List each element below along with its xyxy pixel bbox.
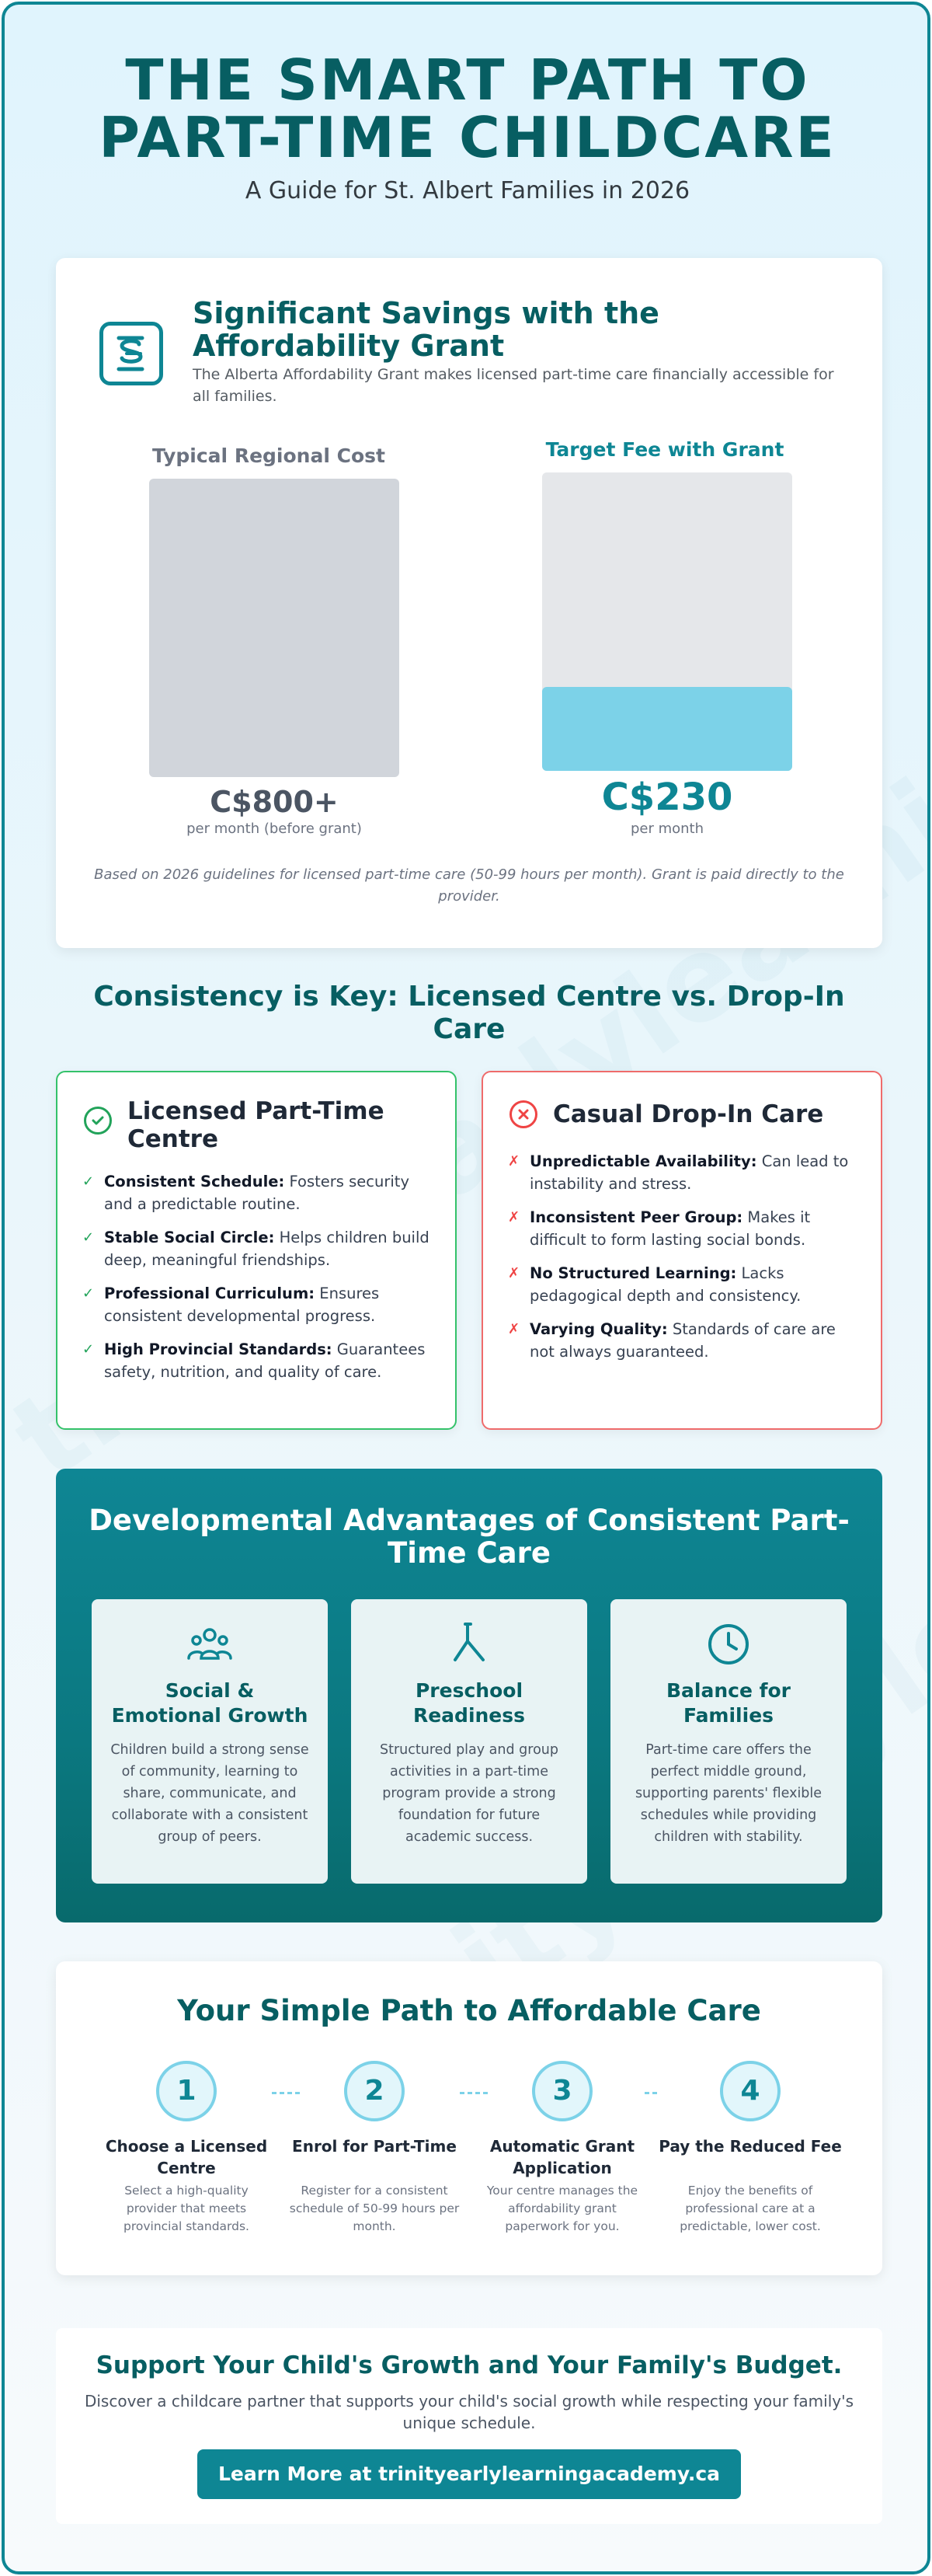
list-item: ✓ Consistent Schedule: Fosters security and a predictable routine.	[82, 1170, 440, 1215]
list-item: ✓ High Provincial Standards: Guarantees safety, nutrition, and quality of care.	[82, 1338, 440, 1383]
call-to-action-section	[56, 2328, 882, 2524]
licensed-centre-card	[56, 1071, 457, 1430]
step-text: Select a high-quality provider that meets provincial standards.	[123, 2184, 249, 2233]
list-item: ✗ Inconsistent Peer Group: Makes it difficult to form lasting social bonds.	[508, 1206, 865, 1251]
step-number: 3	[532, 2061, 593, 2121]
step-number: 2	[344, 2061, 405, 2121]
savings-footnote: Based on 2026 guidelines for licensed part-time care (50-99 hours per month). Grant is paid directly to the provider.	[94, 866, 844, 905]
advantage-heading: Preschool Readiness	[412, 1679, 526, 1727]
savings-description: The Alberta Affordability Grant makes licensed part-time care financially accessible for all families.	[193, 366, 834, 405]
advantage-card-preschool	[351, 1599, 587, 1884]
grant-fee-period: per month	[630, 821, 704, 837]
advantage-card-balance	[610, 1599, 847, 1884]
drop-in-drawbacks-list	[508, 1150, 865, 1374]
check-mark-icon: ✓	[82, 1229, 95, 1246]
step-heading: Pay the Reduced Fee	[659, 2137, 842, 2156]
developmental-advantages-section	[56, 1469, 882, 1922]
advantage-heading: Social & Emotional Growth	[111, 1679, 308, 1727]
list-item: ✗ No Structured Learning: Lacks pedagogical depth and consistency.	[508, 1262, 865, 1307]
people-icon	[185, 1619, 235, 1669]
step-number: 4	[720, 2061, 781, 2121]
licensed-benefits-list	[82, 1170, 440, 1394]
grant-fee-bar-fill	[542, 687, 792, 771]
step-number: 1	[156, 2061, 217, 2121]
step-text: Register for a consistent schedule of 50-99 hours per month.	[289, 2184, 460, 2233]
list-item: ✓ Stable Social Circle: Helps children build deep, meaningful friendships.	[82, 1226, 440, 1271]
list-item: ✓ Professional Curriculum: Ensures consistent developmental progress.	[82, 1282, 440, 1327]
advantage-text: Structured play and group activities in a part-time program provide a strong foundation for future academic success.	[379, 1742, 558, 1845]
grant-fee-bar-track	[542, 472, 792, 771]
drop-in-care-card	[482, 1071, 882, 1430]
x-circle-icon	[509, 1100, 537, 1128]
advantage-text: Part-time care offers the perfect middle ground, supporting parents' flexible schedules while providing children with stability.	[635, 1742, 822, 1845]
cta-title: Support Your Child's Growth and Your Family's Budget.	[96, 2351, 843, 2379]
check-mark-icon: ✓	[82, 1285, 95, 1302]
infographic-frame	[2, 2, 930, 2574]
steps-section	[56, 1961, 882, 2275]
regional-cost-bar	[149, 479, 399, 777]
check-mark-icon: ✓	[82, 1341, 95, 1358]
clock-icon	[704, 1619, 753, 1669]
savings-card	[56, 258, 882, 948]
developmental-title: Developmental Advantages of Consistent Part-Time Care	[89, 1504, 850, 1570]
check-mark-icon: ✓	[82, 1173, 95, 1190]
step-connector	[272, 2092, 300, 2094]
learn-more-button[interactable]: Learn More at trinityearlylearningacademy.ca	[197, 2449, 741, 2499]
list-item: ✗ Varying Quality: Standards of care are not always guaranteed.	[508, 1318, 865, 1363]
drop-in-care-heading: Casual Drop-In Care	[553, 1100, 824, 1128]
regional-cost-price: C$800+	[210, 785, 339, 819]
advantage-heading: Balance for Families	[666, 1679, 791, 1727]
step-heading: Enrol for Part-Time	[292, 2137, 457, 2156]
step-text: Enjoy the benefits of professional care at a predictable, lower cost.	[680, 2184, 821, 2233]
cross-mark-icon: ✗	[508, 1321, 520, 1337]
step-connector	[645, 2092, 657, 2094]
regional-cost-label: Typical Regional Cost	[152, 444, 385, 467]
list-item: ✗ Unpredictable Availability: Can lead to instability and stress.	[508, 1150, 865, 1195]
grant-fee-label: Target Fee with Grant	[545, 438, 784, 461]
page-title: THE SMART PATH TO PART-TIME CHILDCARE	[99, 47, 836, 170]
steps-title: Your Simple Path to Affordable Care	[177, 1994, 761, 2027]
cross-mark-icon: ✗	[508, 1265, 520, 1281]
step-connector	[460, 2092, 488, 2094]
savings-title: Significant Savings with the Affordability Grant	[193, 296, 659, 363]
page-subtitle: A Guide for St. Albert Families in 2026	[245, 177, 690, 204]
compass-icon	[444, 1619, 494, 1669]
step-heading: Automatic Grant Application	[489, 2137, 635, 2177]
check-circle-icon	[84, 1107, 112, 1135]
advantage-card-social	[92, 1599, 328, 1884]
advantage-text: Children build a strong sense of community, learning to share, communicate, and collaborate with a consistent group of peers.	[110, 1742, 309, 1845]
grant-fee-price: C$230	[601, 776, 733, 819]
step-heading: Choose a Licensed Centre	[105, 2137, 268, 2177]
regional-cost-period: per month (before grant)	[186, 821, 362, 837]
licensed-centre-heading: Licensed Part-Time Centre	[127, 1097, 384, 1153]
savings-document-icon	[99, 322, 163, 385]
cross-mark-icon: ✗	[508, 1153, 520, 1169]
consistency-title: Consistency is Key: Licensed Centre vs. Drop-In Care	[93, 981, 845, 1045]
cross-mark-icon: ✗	[508, 1209, 520, 1225]
step-text: Your centre manages the affordability grant paperwork for you.	[486, 2184, 638, 2233]
cta-text: Discover a childcare partner that supports your child's social growth while respecting your family's unique schedule.	[84, 2392, 854, 2432]
